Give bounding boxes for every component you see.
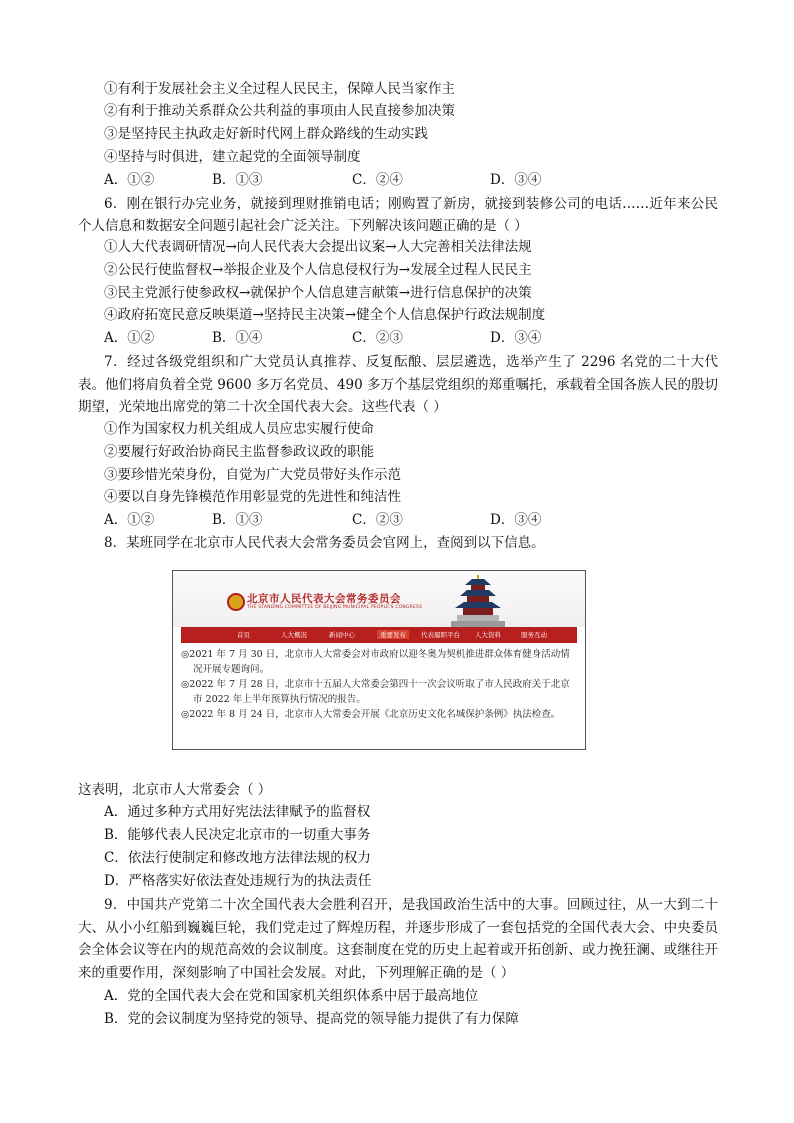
q6-stem: 6．刚在银行办完业务，就接到理财推销电话；刚购置了新房，就接到装修公司的电话……近年来公民个人信息和数据安全问题引起社会广泛关注。下列解决该问题正确的是（ ） <box>78 196 718 234</box>
q9-option-a[interactable]: A．党的全国代表大会在党和国家机关组织体系中居于最高地位 <box>104 988 479 1004</box>
news-item: ◎2022 年 7 月 28 日，北京市十五届人大常委会第四十一次会议听取了市人民政府关于北京市 2022 年上半年预算执行情况的报告。 <box>181 679 570 705</box>
q5-option-a[interactable]: A．①② <box>104 172 155 188</box>
q8-option-d[interactable]: D．严格落实好依法查处违规行为的执法责任 <box>104 873 372 889</box>
npc-website-screenshot <box>172 570 586 750</box>
q6-statement-2: ②公民行使监督权→举报企业及个人信息侵权行为→发展全过程人民民主 <box>104 262 532 278</box>
q5-statement-2: ②有利于推动关系群众公共利益的事项由人民直接参加决策 <box>104 103 455 119</box>
q6-option-a[interactable]: A．①② <box>104 330 155 346</box>
q8-lead: 这表明，北京市人大常委会（ ） <box>78 782 272 798</box>
nav-item-news[interactable]: 新闻中心 <box>329 631 355 639</box>
q6-statement-3: ③民主党派行使参政权→就保护个人信息建言献策→进行信息保护的决策 <box>104 285 532 301</box>
q6-statement-4: ④政府拓宽民意反映渠道→坚持民主决策→健全个人信息保护行政法规制度 <box>104 307 546 323</box>
website-title: 北京市人民代表大会常务委员会 <box>247 593 401 605</box>
q8-option-a[interactable]: A．通过多种方式用好宪法法律赋予的监督权 <box>104 804 371 820</box>
q7-statement-1: ①作为国家权力机关组成人员应忠实履行使命 <box>104 421 374 437</box>
q8-option-b[interactable]: B．能够代表人民决定北京市的一切重大事务 <box>104 827 371 843</box>
q9-stem: 9．中国共产党第二十次全国代表大会胜利召开，是我国政治生活中的大事。回顾过往，从一大到二十大、从小小红船到巍巍巨轮，我们党走过了辉煌历程，并逐步形成了一套包括党的全国代表大会、中央委员会全体会议等在内的规范高效的会议制度。这套制度在党的历史上起着或开拓创新、或力挽狂澜、或继往开来的重要作用，深刻影响了中国社会发展。对此，下列理解正确的是（ ） <box>78 897 718 982</box>
q5-statement-1: ①有利于发展社会主义全过程人民民主，保障人民当家作主 <box>104 81 455 97</box>
nav-item-overview[interactable]: 人大概况 <box>281 631 307 639</box>
q7-option-c[interactable]: C．②③ <box>352 512 403 528</box>
q7-statement-2: ②要履行好政治协商民主监督参政议政的职能 <box>104 444 374 460</box>
website-banner <box>173 571 585 627</box>
temple-of-heaven-icon <box>443 575 513 627</box>
nav-item-releases[interactable]: 重要发布 <box>377 630 409 639</box>
q8-stem: 8．某班同学在北京市人民代表大会常务委员会官网上，查阅到以下信息。 <box>104 535 545 551</box>
nav-item-home[interactable]: 首页 <box>237 631 250 639</box>
nav-item-deputy-platform[interactable]: 代表履职平台 <box>421 631 460 639</box>
q7-stem: 7．经过各级党组织和广大党员认真推荐、反复酝酿、层层遴选，选举产生了 2296 名党的二十大代表。他们将肩负着全党 9600 多万名党员、490 多万个基层党组织的郑重嘱托，承载着全国各族人民的殷切期望，光荣地出席党的第二十次全国代表大会。这些代表（ ） <box>78 354 718 415</box>
nav-item-service[interactable]: 服务互动 <box>521 631 547 639</box>
q7-statement-4: ④要以自身先锋模范作用彰显党的先进性和纯洁性 <box>104 489 401 505</box>
q6-option-b[interactable]: B．①④ <box>212 330 263 346</box>
q9-option-b[interactable]: B．党的会议制度为坚持党的领导、提高党的领导能力提供了有力保障 <box>104 1011 519 1027</box>
q5-option-d[interactable]: D．③④ <box>490 172 542 188</box>
q7-statement-3: ③要珍惜光荣身份，自觉为广大党员带好头作示范 <box>104 467 401 483</box>
news-item: ◎2021 年 7 月 30 日，北京市人大常委会对市政府以迎冬奥为契机推进群众体育健身活动情况开展专题询问。 <box>181 649 570 675</box>
q6-statement-1: ①人大代表调研情况→向人民代表大会提出议案→人大完善相关法律法规 <box>104 239 532 255</box>
news-item: ◎2022 年 8 月 24 日，北京市人大常委会开展《北京历史文化名城保护条例》执法检查。 <box>181 709 561 720</box>
q5-statement-4: ④坚持与时俱进，建立起党的全面领导制度 <box>104 149 361 165</box>
nav-item-materials[interactable]: 人大资料 <box>475 631 501 639</box>
website-subtitle: THE STANDING COMMITTEE OF BEIJING MUNICIPAL PEOPLE'S CONGRESS <box>247 605 423 610</box>
q8-option-c[interactable]: C．依法行使制定和修改地方法律法规的权力 <box>104 850 371 866</box>
q6-option-c[interactable]: C．②③ <box>352 330 403 346</box>
q5-option-b[interactable]: B．①③ <box>212 172 263 188</box>
q7-option-a[interactable]: A．①② <box>104 512 155 528</box>
q5-option-c[interactable]: C．②④ <box>352 172 403 188</box>
q7-option-d[interactable]: D．③④ <box>490 512 542 528</box>
q7-option-b[interactable]: B．①③ <box>212 512 263 528</box>
website-news-list <box>181 647 579 722</box>
q5-statement-3: ③是坚持民主执政走好新时代网上群众路线的生动实践 <box>104 126 428 142</box>
national-emblem-icon <box>227 593 245 611</box>
website-nav-bar <box>181 627 577 643</box>
q6-option-d[interactable]: D．③④ <box>490 330 542 346</box>
